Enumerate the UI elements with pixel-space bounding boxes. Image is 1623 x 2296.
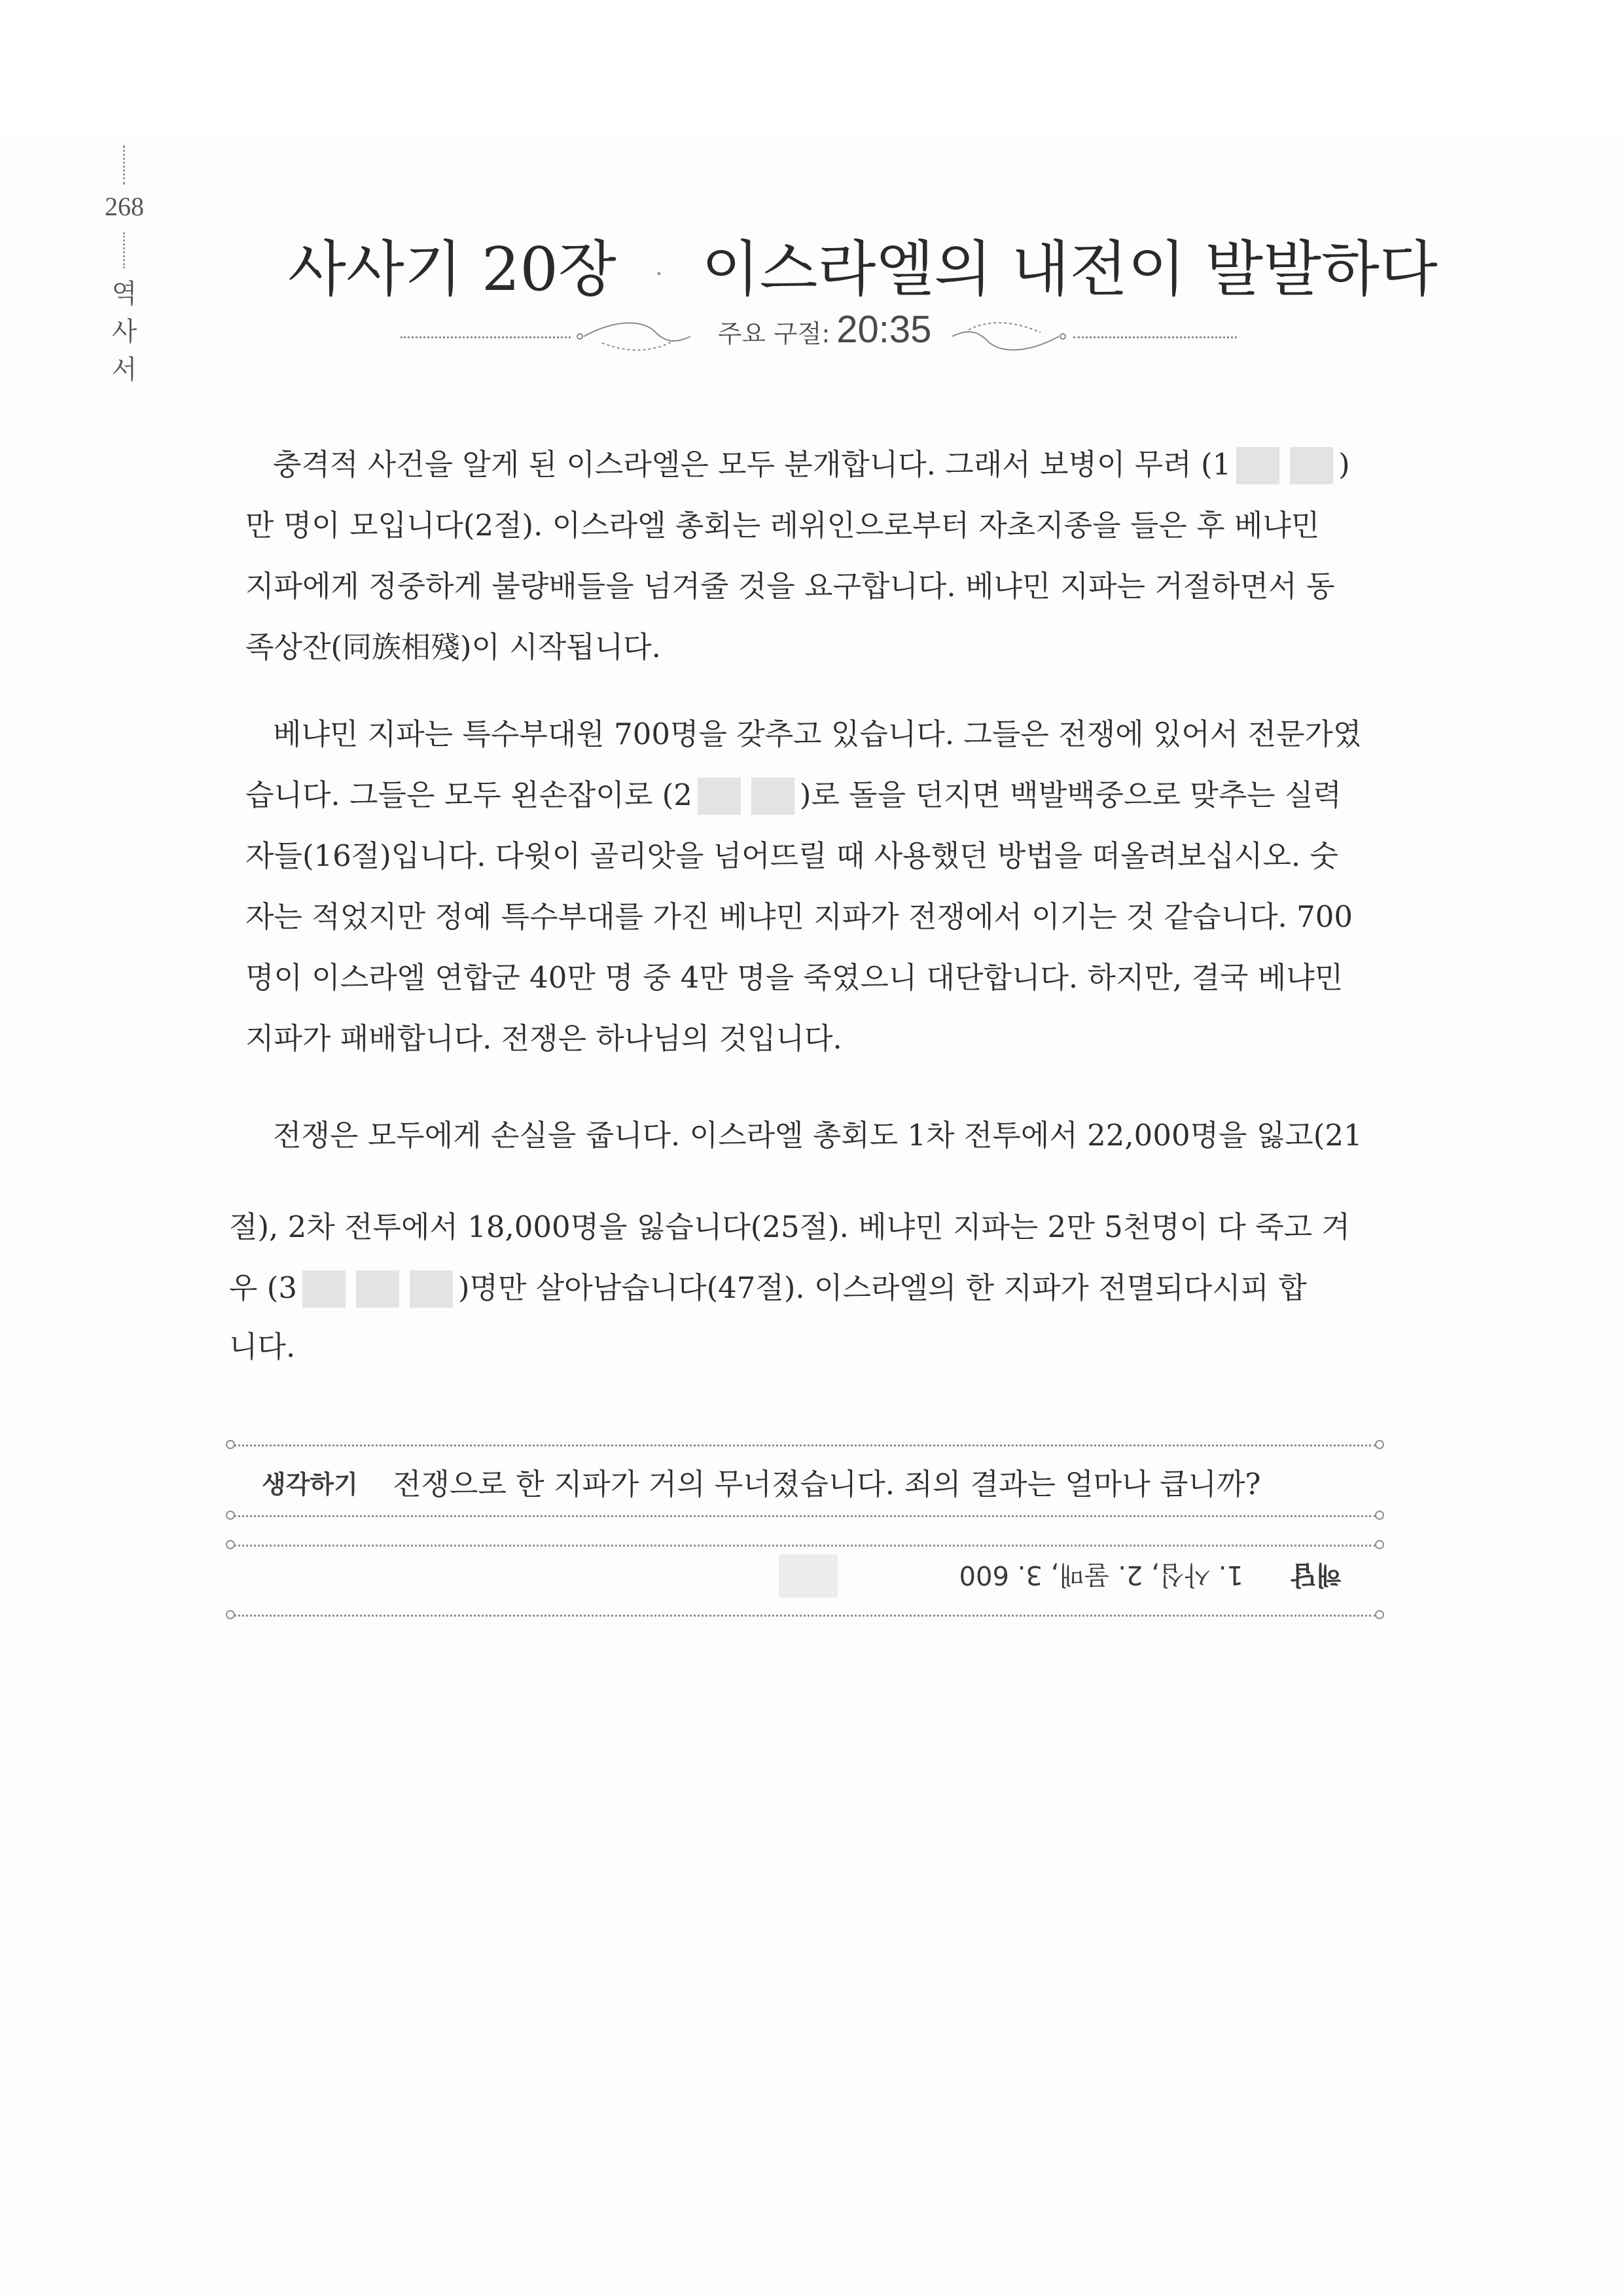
rule-end-dot [226,1540,235,1549]
paragraph-2-line-2-text: 습니다. 그들은 모두 왼손잡이로 (2 [245,778,692,812]
paragraph-2-line-2-tail: )로 돌을 던지면 백발백중으로 맞추는 실력 [799,778,1342,812]
rule-end-dot [1375,1440,1384,1449]
section-side-label [110,275,139,389]
paragraph-1-line-1-text: 충격적 사건을 알게 된 이스라엘은 모두 분개합니다. 그래서 보병이 무려 (1 [273,447,1232,482]
think-question: 전쟁으로 한 지파가 거의 무너졌습니다. 죄의 결과는 얼마나 큽니까? [393,1467,1261,1501]
paragraph-1-line-1-tail: ) [1338,447,1350,482]
paragraph-1-line-3: 지파에게 정중하게 불량배들을 넘겨줄 것을 요구합니다. 베냐민 지파는 거절하면서 동 [245,569,1335,603]
key-verse-reference: 20:35 [836,308,932,351]
chapter-subtitle: 이스라엘의 내전이 발발하다 [701,234,1438,304]
paragraph-2-line-2 [245,776,1397,815]
chapter-book: 사사기 20장 [288,234,616,304]
paragraph-3-line-1: 전쟁은 모두에게 손실을 줍니다. 이스라엘 총회도 1차 전투에서 22,000명을 잃고(21 [273,1118,1363,1153]
answer-upside-down [897,1555,1342,1601]
key-verse-dotted-rule-right [1073,336,1237,338]
fill-in-blank-box [1236,447,1279,485]
answer-smudge [779,1554,838,1598]
answer-text: 1. 사십, 2. 물매, 3. 600 [959,1560,1243,1590]
fill-in-blank-box [302,1270,346,1308]
page-number: 268 [105,192,144,221]
think-box-bottom-rule [234,1515,1376,1517]
fill-in-blank-box [1290,447,1333,485]
key-verse [700,308,949,351]
section-side-label-text: 역사서 [111,279,137,385]
flourish-left-icon [576,317,694,356]
paragraph-1-line-4: 족상잔(同族相殘)이 시작됩니다. [245,630,661,664]
think-box-top-rule [234,1444,1376,1446]
fill-in-blank-box [698,778,741,816]
chapter-title [288,230,1438,314]
answer-bottom-rule [234,1615,1376,1617]
margin-dotted-rule-bottom [123,232,125,268]
key-verse-ornament [393,308,1243,353]
title-separator: · [654,259,664,289]
paragraph-1-line-2: 만 명이 모입니다(2절). 이스라엘 총회는 레위인으로부터 자초지종을 들은 후 베냐민 [245,508,1320,543]
rule-end-dot [226,1511,235,1520]
margin-dotted-rule-top [123,145,125,185]
flourish-right-icon [949,317,1067,356]
fill-in-blank-box [410,1270,453,1308]
paragraph-3-line-2: 절), 2차 전투에서 18,000명을 잃습니다(25절). 베냐민 지파는 2만 5천명이 다 죽고 겨 [229,1210,1350,1244]
answer-label: 해답 [1291,1560,1342,1590]
think-label: 생각하기 [262,1470,358,1499]
rule-end-dot [226,1610,235,1619]
rule-end-dot [1375,1511,1384,1520]
fill-in-blank-box [751,778,794,816]
paragraph-2-line-4: 자는 적었지만 정예 특수부대를 가진 베냐민 지파가 전쟁에서 이기는 것 같습니다. 700 [245,899,1353,934]
key-verse-label: 주요 구절: [717,319,830,348]
rule-end-dot [1375,1540,1384,1549]
paragraph-3-line-3-tail: )명만 살아남습니다(47절). 이스라엘의 한 지파가 전멸되다시피 합 [457,1270,1307,1305]
paragraph-3-line-3-text: 우 (3 [229,1270,297,1305]
paragraph-2-line-5: 명이 이스라엘 연합군 40만 명 중 4만 명을 죽였으니 대단합니다. 하지만, 결국 베냐민 [245,960,1344,995]
paragraph-1-line-1 [245,445,1425,484]
paragraph-2-line-3: 자들(16절)입니다. 다윗이 골리앗을 넘어뜨릴 때 사용했던 방법을 떠올려보십시오. 숫 [245,838,1338,873]
paragraph-2-line-1: 베냐민 지파는 특수부대원 700명을 갖추고 있습니다. 그들은 전쟁에 있어서 전문가였 [273,717,1362,751]
paragraph-2-line-6: 지파가 패배합니다. 전쟁은 하나님의 것입니다. [245,1021,842,1056]
paragraph-3-line-4: 니다. [229,1329,296,1364]
rule-end-dot [226,1440,235,1449]
rule-end-dot [1375,1610,1384,1619]
paragraph-3-line-3 [229,1268,1381,1308]
fill-in-blank-box [356,1270,399,1308]
key-verse-dotted-rule-left [401,336,571,338]
answer-top-rule [234,1545,1376,1547]
